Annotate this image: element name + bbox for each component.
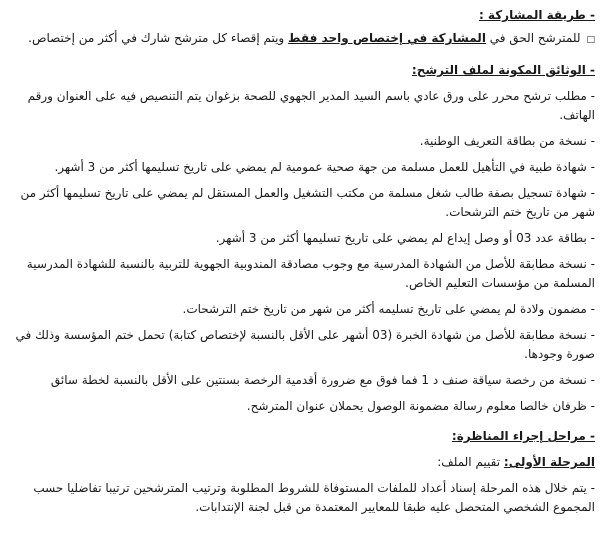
phase-one-title-line	[6, 453, 595, 472]
document-item-birth-certificate: - مضمون ولادة لم يمضي على تاريخ تسليمه أكثر من شهر من تاريخ ختم الترشحات.	[182, 302, 595, 316]
phase-one-description: - يتم خلال هذه المرحلة إسناد أعداد للملفات المستوفاة للشروط المطلوبة وترتيب المترشحين ترتيبا تفاضليا حسب المجموع الشخصي المتحصل عليه طبقا للمعايير المعتمدة من قبل لجنة الإنتدابات.	[33, 481, 595, 514]
document-item-envelopes: - ظرفان خالصا معلوم رسالة مضمونة الوصول يحملان عنوان المترشح.	[246, 399, 595, 413]
participation-rule-text-b: ويتم إقصاء كل مترشح شارك في أكثر من إختصاص.	[28, 31, 289, 45]
phase-one-title: المرحلة الأولى:	[503, 455, 595, 469]
document-item-driving-license: - نسخة من رخصة سياقة صنف د 1 فما فوق مع ضرورة أقدمية الرخصة بسنتين على الأقل بالنسبة لخطة سائق	[50, 373, 595, 387]
participation-method-heading: - طريقة المشاركة :	[478, 8, 595, 22]
document-item-application: - مطلب ترشح محرر على ورق عادي باسم السيد المدير الجهوي للصحة بزغوان يتم التنصيص فيه على العنوان ورقم الهاتف.	[27, 89, 595, 122]
phase-one-subtitle: تقييم الملف:	[437, 455, 504, 469]
participation-rule-item	[6, 29, 595, 50]
application-documents-heading: - الوثائق المكونة لملف الترشح:	[411, 63, 595, 77]
square-bullet-icon: □	[586, 35, 595, 45]
competition-stages-heading: - مراحل إجراء المناظرة:	[451, 429, 595, 443]
document-item-criminal-record: - بطاقة عدد 03 أو وصل إيداع لم يمضي على تاريخ تسليمها أكثر من 3 أشهر.	[215, 231, 595, 245]
document-item-medical-certificate: - شهادة طبية في التأهيل للعمل مسلمة من جهة صحية عمومية لم يمضي على تاريخ تسليمها أكثر من 3 أشهر.	[54, 160, 595, 174]
document-item-experience-certificate: - نسخة مطابقة للأصل من شهادة الخبرة (03 أشهر على الأقل بالنسبة لإختصاص كتابة) تحمل ختم المؤسسة وذلك في صورة وجودها.	[15, 328, 595, 361]
participation-rule-text-a: للمترشح الحق في	[485, 31, 581, 45]
participation-rule-emphasis: المشاركة في إختصاص واحد فقط	[288, 31, 486, 45]
document-item-school-certificate: - نسخة مطابقة للأصل من الشهادة المدرسية مع وجوب مصادقة المندوبية الجهوية للتربية بالنسبة للشهادة المدرسية المسلمة من مؤسسات التعليم الخاص.	[26, 257, 595, 290]
document-item-id-card: - نسخة من بطاقة التعريف الوطنية.	[419, 134, 595, 148]
document-item-job-seeker-registration: - شهادة تسجيل بصفة طالب شغل مسلمة من مكتب التشغيل والعمل المستقل لم يمضي على تاريخ تسليمها أكثر من شهر من تاريخ ختم الترشحات.	[20, 186, 595, 219]
